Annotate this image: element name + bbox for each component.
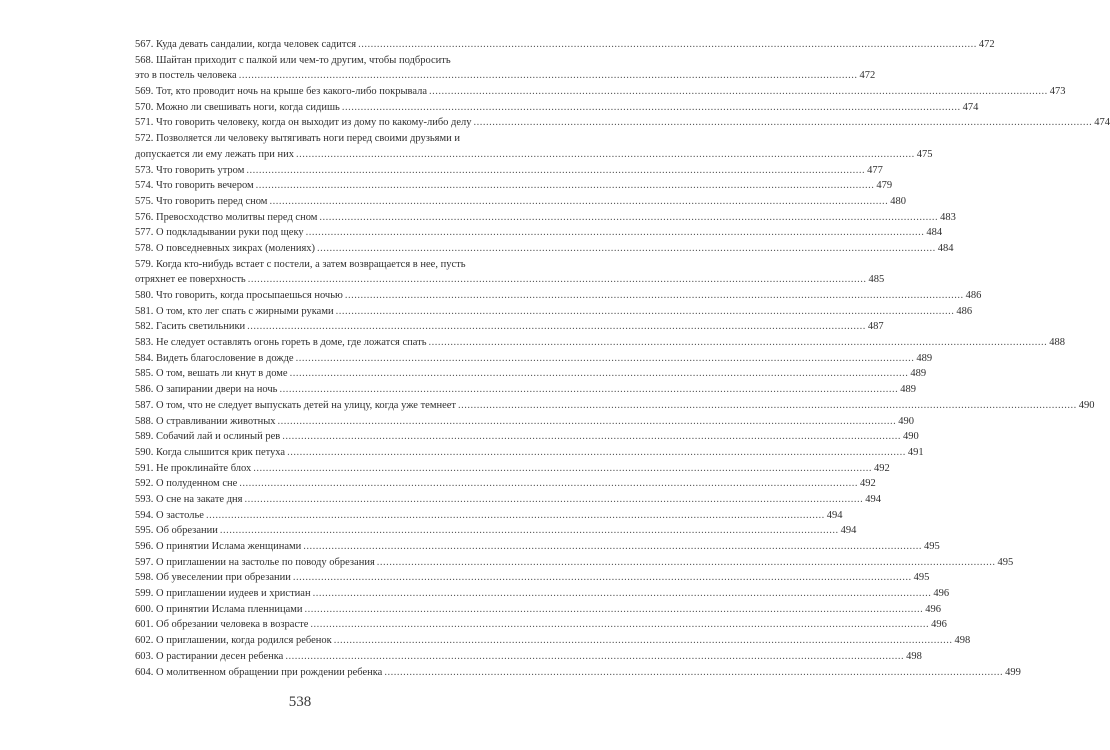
dot-leader <box>303 539 922 555</box>
toc-entry-number: 603. <box>135 650 154 662</box>
dot-leader <box>313 586 932 602</box>
toc-entry-line <box>135 335 1066 351</box>
dot-leader <box>206 508 825 524</box>
toc-entry-page: 489 <box>910 368 927 380</box>
toc-entry-line <box>135 570 930 586</box>
toc-entry-title: О повседневных зикрах (молениях) <box>156 242 316 254</box>
toc-entry-line <box>135 304 973 320</box>
toc-entry-text <box>135 665 382 681</box>
toc-entry-text <box>135 115 472 131</box>
toc-entry-last-line <box>135 272 885 288</box>
toc-entry-text <box>135 633 332 649</box>
dot-leader <box>220 523 839 539</box>
toc-entry-text <box>135 382 277 398</box>
toc-entry-title: О приглашении иудеев и христиан <box>156 588 311 600</box>
toc-entry-number: 570. <box>135 101 154 113</box>
toc-entry <box>135 602 942 618</box>
dot-leader <box>248 272 867 288</box>
toc-entry-page: 492 <box>874 462 890 474</box>
dot-leader <box>358 37 977 53</box>
toc-entry-title: О том, вешать ли кнут в доме <box>156 368 288 380</box>
toc-entry <box>135 555 1014 571</box>
dot-leader <box>293 570 912 586</box>
dot-leader <box>246 163 865 179</box>
toc-entry <box>135 194 906 210</box>
toc-entry-title: Об обрезании человека в возрасте <box>156 619 309 631</box>
toc-entry-line <box>135 665 1021 681</box>
toc-entry-text <box>135 429 280 445</box>
toc-entry-text <box>135 398 456 414</box>
toc-entry-line <box>135 398 1095 414</box>
toc-entry-title: Собачий лай и ослиный рев <box>156 431 281 443</box>
toc-entry-number: 593. <box>135 493 154 505</box>
toc-entry-page: 495 <box>913 572 930 584</box>
toc-entry-last-line <box>135 68 876 84</box>
toc-entry-text <box>135 523 218 539</box>
toc-entry-line <box>135 288 982 304</box>
toc-entry-line <box>135 210 956 226</box>
toc-entry-number: 575. <box>135 195 154 207</box>
dot-leader <box>287 445 906 461</box>
toc-entry-number: 567. <box>135 39 154 50</box>
toc-entry <box>135 492 881 508</box>
toc-entry-number: 573. <box>135 164 154 176</box>
dot-leader <box>282 429 901 445</box>
toc-entry-number: 568. <box>135 54 154 66</box>
toc-entry-number: 594. <box>135 509 154 521</box>
dot-leader <box>279 382 898 398</box>
toc-entry-text <box>135 461 251 477</box>
toc-entry-title: Видеть благословение в дожде <box>156 352 294 364</box>
toc-entry-text <box>135 586 311 602</box>
toc-entry <box>135 335 1066 351</box>
toc-entry-text <box>135 178 254 194</box>
toc-entry-title: Позволяется ли человеку вытягивать ноги перед своими друзьями и <box>156 133 460 145</box>
toc-entry <box>135 131 933 162</box>
toc-entry-line <box>135 492 881 508</box>
toc-entry-title-continued: отряхнет ее поверхность <box>135 274 246 286</box>
dot-leader <box>244 492 863 508</box>
toc-entry-title: О том, кто лег спать с жирными руками <box>156 305 334 317</box>
dot-leader <box>384 665 1003 681</box>
toc-entry-page: 498 <box>906 650 922 662</box>
toc-entry-number: 598. <box>135 572 154 584</box>
toc-entry-title: Можно ли свешивать ноги, когда сидишь <box>156 101 340 113</box>
toc-entry-line <box>135 414 915 430</box>
toc-entry-text <box>135 539 301 555</box>
toc-entry-page: 494 <box>840 525 857 537</box>
toc-entry-title: О стравливании животных <box>156 415 276 427</box>
toc-entry-line <box>135 523 857 539</box>
toc-entry <box>135 257 885 288</box>
toc-entry-text <box>135 100 340 116</box>
toc-entry-first-line <box>135 131 511 147</box>
toc-entry <box>135 617 947 633</box>
toc-entry-line <box>135 429 919 445</box>
toc-entry-title: О растирании десен ребенка <box>156 650 284 662</box>
toc-entry-page: 486 <box>956 305 973 317</box>
toc-entry-page: 480 <box>890 195 906 207</box>
dot-leader <box>306 225 925 241</box>
dot-leader <box>278 414 897 430</box>
toc-entry-text <box>135 366 288 382</box>
toc-entry-number: 569. <box>135 86 154 98</box>
toc-entry-number: 582. <box>135 321 154 333</box>
toc-entry-number: 589. <box>135 431 154 443</box>
toc-entry <box>135 445 924 461</box>
toc-entry-page: 484 <box>926 227 943 239</box>
toc-entry-page: 486 <box>965 290 982 302</box>
toc-entry-page: 498 <box>954 635 971 647</box>
dot-leader <box>239 476 858 492</box>
toc-entry-number: 596. <box>135 541 154 553</box>
toc-entry-number: 585. <box>135 368 154 380</box>
toc-entry-page: 474 <box>962 101 979 113</box>
toc-entry-page: 499 <box>1005 666 1021 678</box>
toc-entry-text <box>135 335 427 351</box>
toc-entry-text <box>135 319 245 335</box>
toc-entry-title: О застолье <box>156 509 204 521</box>
toc-entry-text <box>135 37 356 53</box>
toc-entry-text <box>135 225 304 241</box>
toc-entry-title: Что говорить вечером <box>156 180 254 192</box>
toc-entry-text <box>135 414 276 430</box>
toc-entry-title: Об обрезании <box>156 525 218 537</box>
toc-entry-text <box>135 445 285 461</box>
toc-entry-number: 597. <box>135 556 154 568</box>
toc-entry-text <box>135 649 283 665</box>
toc-entry-page: 487 <box>867 321 884 333</box>
toc-entry-number: 599. <box>135 588 154 600</box>
toc-entry-number: 581. <box>135 305 154 317</box>
toc-entry <box>135 225 943 241</box>
dot-leader <box>253 461 872 477</box>
toc-entry-page: 475 <box>916 148 933 160</box>
toc-entry-title: О принятии Ислама пленницами <box>156 603 303 615</box>
dot-leader <box>334 633 953 649</box>
toc-entry-line <box>135 163 883 179</box>
dot-leader <box>256 178 875 194</box>
table-of-contents <box>135 37 1110 680</box>
toc-entry-title: Что говорить перед сном <box>156 195 268 207</box>
dot-leader <box>305 602 924 618</box>
toc-entry <box>135 649 922 665</box>
toc-entry-text <box>135 602 303 618</box>
toc-entry-text <box>135 210 317 226</box>
toc-entry-number: 583. <box>135 337 154 349</box>
toc-entry <box>135 288 982 304</box>
toc-entry-number: 576. <box>135 211 154 223</box>
toc-entry <box>135 539 940 555</box>
toc-entry-page: 492 <box>860 478 876 490</box>
toc-entry-title: О принятии Ислама женщинами <box>156 541 302 553</box>
page-number: 538 <box>288 694 312 710</box>
toc-entry <box>135 633 971 649</box>
dot-leader <box>377 555 996 571</box>
dot-leader <box>336 304 955 320</box>
toc-entry <box>135 366 927 382</box>
toc-entry-number: 602. <box>135 635 154 647</box>
toc-entry-title: О приглашении на застолье по поводу обрезания <box>156 556 375 568</box>
toc-entry-line <box>135 508 843 524</box>
toc-entry-number: 584. <box>135 352 154 364</box>
toc-entry-line <box>135 241 954 257</box>
toc-entry-page: 494 <box>826 509 843 521</box>
toc-entry-page: 490 <box>1078 399 1095 411</box>
toc-entry <box>135 461 890 477</box>
toc-entry <box>135 210 956 226</box>
toc-entry-line <box>135 100 979 116</box>
toc-entry-line <box>135 382 916 398</box>
toc-entry-text <box>135 194 267 210</box>
toc-entry-page: 494 <box>865 493 881 505</box>
toc-entry-number: 577. <box>135 227 154 239</box>
dot-leader <box>474 115 1093 131</box>
dot-leader <box>342 100 961 116</box>
toc-entry-number: 571. <box>135 117 154 129</box>
toc-entry-last-line <box>135 147 933 163</box>
toc-entry-page: 489 <box>900 384 916 396</box>
toc-entry-title: О запирании двери на ночь <box>156 384 278 396</box>
toc-entry-title: О подкладывании руки под щеку <box>156 227 304 239</box>
toc-entry <box>135 586 950 602</box>
dot-leader <box>310 617 929 633</box>
toc-entry <box>135 414 915 430</box>
toc-entry-page: 490 <box>902 431 919 443</box>
toc-entry-title: Шайтан приходит с палкой или чем-то другим, чтобы подбросить <box>156 54 451 66</box>
toc-entry-page: 479 <box>876 180 893 192</box>
toc-entry-line <box>135 555 1014 571</box>
toc-entry-number: 592. <box>135 478 154 490</box>
dot-leader <box>296 147 915 163</box>
dot-leader <box>429 335 1048 351</box>
dot-leader <box>290 366 909 382</box>
toc-entry-title: Не следует оставлять огонь гореть в доме, где ложатся спать <box>156 337 427 349</box>
toc-entry-title-continued: это в постель человека <box>135 70 237 82</box>
toc-entry-title: Когда слышится крик петуха <box>156 446 286 458</box>
toc-entry-line <box>135 319 884 335</box>
toc-entry <box>135 398 1095 414</box>
toc-entry-line <box>135 351 933 367</box>
toc-entry-page: 472 <box>978 39 995 50</box>
toc-entry-title: Что говорить, когда просыпаешься ночью <box>156 290 343 302</box>
toc-entry-page: 490 <box>898 415 915 427</box>
toc-entry-page: 477 <box>867 164 883 176</box>
toc-entry-title: О сне на закате дня <box>156 493 243 505</box>
toc-entry-number: 601. <box>135 619 154 631</box>
dot-leader <box>247 319 866 335</box>
toc-entry-number: 580. <box>135 290 154 302</box>
toc-entry-number: 587. <box>135 399 154 411</box>
toc-entry-number: 595. <box>135 525 154 537</box>
toc-entry <box>135 241 954 257</box>
toc-entry <box>135 665 1021 681</box>
toc-entry-line <box>135 461 890 477</box>
toc-entry-line <box>135 633 971 649</box>
toc-entry-text <box>135 304 334 320</box>
toc-entry-line <box>135 649 922 665</box>
toc-entry-text <box>135 163 244 179</box>
toc-entry-title: Что говорить утром <box>156 164 245 176</box>
toc-entry-page: 473 <box>1049 86 1066 98</box>
toc-entry-line <box>135 366 927 382</box>
toc-entry-page: 491 <box>907 446 924 458</box>
toc-entry-line <box>135 115 1110 131</box>
toc-entry-title: Не проклинайте блох <box>156 462 252 474</box>
toc-entry-text <box>135 508 204 524</box>
toc-entry-text <box>135 288 343 304</box>
toc-entry-page: 484 <box>937 242 954 254</box>
toc-entry-title-continued: допускается ли ему лежать при них <box>135 148 295 160</box>
toc-entry-page: 488 <box>1049 337 1066 349</box>
dot-leader <box>296 351 915 367</box>
toc-entry-number: 574. <box>135 180 154 192</box>
toc-entry-number: 578. <box>135 242 154 254</box>
toc-entry-text <box>135 492 242 508</box>
toc-entry <box>135 100 979 116</box>
toc-entry-page: 483 <box>940 211 956 223</box>
toc-entry <box>135 570 930 586</box>
toc-entry <box>135 476 876 492</box>
dot-leader <box>239 68 858 84</box>
toc-entry-first-line <box>135 53 511 69</box>
toc-entry-title: Куда девать сандалии, когда человек садится <box>156 39 357 50</box>
toc-entry-line <box>135 84 1066 100</box>
toc-entry-title: О полуденном сне <box>156 478 238 490</box>
toc-entry <box>135 53 876 84</box>
dot-leader <box>458 398 1077 414</box>
toc-entry <box>135 304 973 320</box>
toc-entry-number: 586. <box>135 384 154 396</box>
toc-entry-title: Тот, кто проводит ночь на крыше без какого-либо покрывала <box>156 86 427 98</box>
toc-entry-line <box>135 617 947 633</box>
toc-entry-title: Превосходство молитвы перед сном <box>156 211 318 223</box>
toc-entry <box>135 508 843 524</box>
toc-entry-number: 588. <box>135 415 154 427</box>
toc-entry <box>135 163 883 179</box>
toc-entry <box>135 115 1110 131</box>
toc-entry-page: 495 <box>924 541 940 553</box>
toc-entry-title: О том, что не следует выпускать детей на улицу, когда уже темнеет <box>156 399 457 411</box>
toc-entry-number: 600. <box>135 603 154 615</box>
toc-entry <box>135 178 893 194</box>
toc-entry-text <box>135 476 237 492</box>
toc-entry-page: 496 <box>933 588 950 600</box>
toc-entry-page: 489 <box>916 352 933 364</box>
toc-entry-line <box>135 194 906 210</box>
toc-entry <box>135 523 857 539</box>
toc-entry-line <box>135 225 943 241</box>
toc-entry-line <box>135 476 876 492</box>
toc-entry <box>135 84 1066 100</box>
toc-entry-page: 496 <box>931 619 947 631</box>
toc-entry-title: О молитвенном обращении при рождении ребенка <box>156 666 383 678</box>
toc-entry-title: Когда кто-нибудь встает с постели, а затем возвращается в нее, пусть <box>156 258 466 270</box>
toc-entry-number: 590. <box>135 446 154 458</box>
toc-entry-number: 591. <box>135 462 154 474</box>
toc-entry-text <box>135 617 308 633</box>
toc-entry-line <box>135 602 942 618</box>
toc-entry-line <box>135 445 924 461</box>
dot-leader <box>285 649 904 665</box>
toc-entry <box>135 382 916 398</box>
toc-entry-page: 472 <box>859 70 876 82</box>
toc-entry-text <box>135 241 315 257</box>
toc-entry-line <box>135 178 893 194</box>
dot-leader <box>319 210 938 226</box>
toc-entry-number: 579. <box>135 258 154 270</box>
toc-entry-text <box>135 570 291 586</box>
toc-entry <box>135 429 919 445</box>
toc-entry-title: Что говорить человеку, когда он выходит из дому по какому-либо делу <box>156 117 472 129</box>
dot-leader <box>429 84 1048 100</box>
toc-entry-page: 485 <box>868 274 885 286</box>
toc-entry-page: 496 <box>925 603 942 615</box>
dot-leader <box>269 194 888 210</box>
toc-entry-title: Об увеселении при обрезании <box>156 572 291 584</box>
toc-entry-title: О приглашении, когда родился ребенок <box>156 635 332 647</box>
toc-entry-page: 474 <box>1094 117 1110 129</box>
toc-entry-number: 572. <box>135 133 154 145</box>
toc-entry-text <box>135 555 375 571</box>
toc-entry-title: Гасить светильники <box>156 321 246 333</box>
dot-leader <box>317 241 936 257</box>
toc-entry-line <box>135 37 995 53</box>
dot-leader <box>345 288 964 304</box>
toc-entry <box>135 37 995 53</box>
toc-entry <box>135 319 884 335</box>
toc-entry-line <box>135 539 940 555</box>
toc-entry-number: 604. <box>135 666 154 678</box>
toc-entry <box>135 351 933 367</box>
toc-entry-text <box>135 84 427 100</box>
toc-entry-first-line <box>135 257 511 273</box>
toc-entry-line <box>135 586 950 602</box>
toc-entry-page: 495 <box>997 556 1014 568</box>
toc-entry-text <box>135 351 294 367</box>
